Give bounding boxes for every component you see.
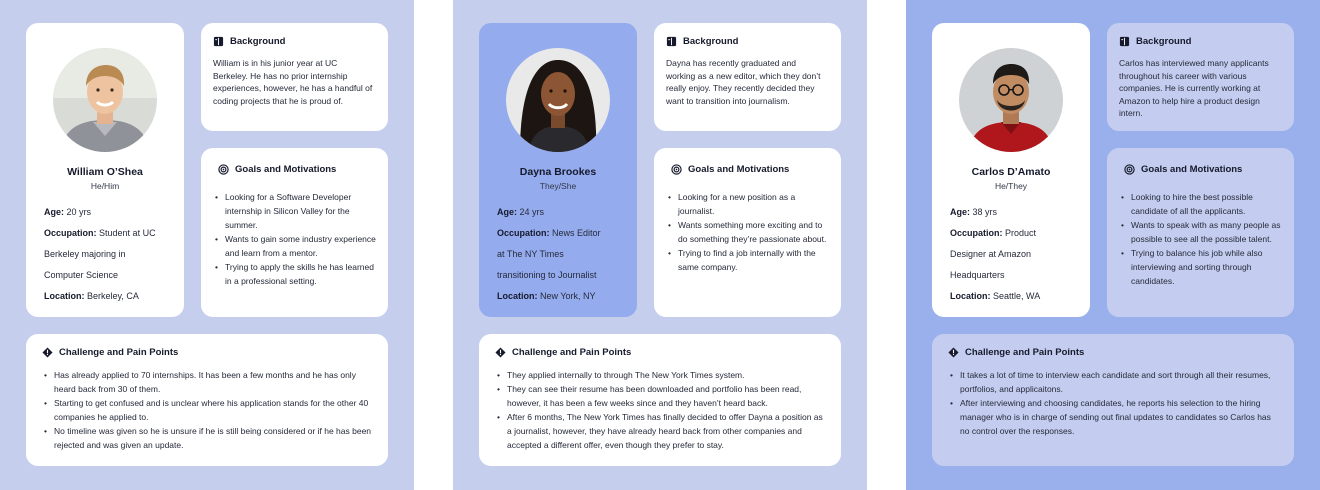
list-item: • Has already applied to 70 internships. It has been a few months and he has only heard back from 30 of them. (44, 368, 374, 396)
location-row (497, 286, 627, 307)
list-item: • After 6 months, The New York Times has finally decided to offer Dayna a position as a journalist, however, they have already heard back from other companies and accepted a different offer, even though they prefer to stay. (497, 410, 827, 452)
background-heading (666, 36, 738, 47)
target-icon (218, 164, 229, 175)
occupation-line: Student at UC (99, 228, 156, 238)
list-item: • Looking for a Software Developer internship in Silicon Valley for the summer. (215, 190, 376, 232)
list-item: • Trying to balance his job while also interviewing and sorting through candidates. (1121, 246, 1282, 288)
background-card (654, 23, 841, 131)
age-label: Age: (950, 207, 970, 217)
background-text: William is in his junior year at UC Berkeley. He has no prior internship experiences, however, he has a handful of coding projects that he is proud of. (213, 58, 373, 106)
persona-pronouns: He/Him (90, 181, 120, 191)
goals-heading (218, 164, 336, 175)
avatar (506, 48, 610, 152)
occupation-label: Occupation: (950, 228, 1003, 238)
list-item: • Starting to get confused and is unclear where his application stands for the other 40 companies he applied to. (44, 396, 374, 424)
occupation-line: Product (1005, 228, 1037, 238)
list-item: • They applied internally to through The New York Times system. (497, 368, 827, 382)
pain-heading (495, 347, 631, 358)
book-icon (213, 36, 224, 47)
persona-name: Dayna Brookes (519, 166, 597, 178)
background-text: Carlos has interviewed many applicants throughout his career with various companies. He is currently working at Amazon to help hire a product design intern. (1119, 58, 1269, 119)
pain-list (950, 368, 1280, 438)
location-row (44, 286, 174, 307)
list-item: • Looking for a new position as a journalist. (668, 190, 829, 218)
persona-details (950, 202, 1080, 307)
persona-panel-dayna (453, 0, 867, 490)
book-icon (1119, 36, 1130, 47)
age-value: 20 yrs (66, 207, 92, 217)
pain-title: Challenge and Pain Points (965, 347, 1085, 358)
goals-heading (1124, 164, 1242, 175)
pain-points-card (932, 334, 1294, 466)
pain-points-card (479, 334, 841, 466)
occupation-row (950, 223, 1080, 244)
avatar (959, 48, 1063, 152)
pain-list (44, 368, 374, 452)
age-row (950, 202, 1080, 223)
persona-name: Carlos D’Amato (971, 166, 1051, 178)
list-item: • They can see their resume has been downloaded and portfolio has been read, however, it has been a few weeks since and they haven’t heard back. (497, 382, 827, 410)
occupation-label: Occupation: (44, 228, 97, 238)
background-heading (213, 36, 285, 47)
occupation-row (497, 223, 627, 244)
persona-name: William O’Shea (67, 166, 143, 178)
goals-card (654, 148, 841, 317)
persona-details (44, 202, 174, 307)
location-value: New York, NY (540, 291, 596, 301)
occupation-label: Occupation: (497, 228, 550, 238)
target-icon (1124, 164, 1135, 175)
location-value: Seattle, WA (993, 291, 1041, 301)
occupation-row (44, 223, 174, 244)
pain-points-card (26, 334, 388, 466)
age-label: Age: (497, 207, 517, 217)
background-card (201, 23, 388, 131)
profile-card (479, 23, 637, 317)
goals-heading (671, 164, 789, 175)
list-item: • Trying to apply the skills he has learned in a professional setting. (215, 260, 376, 288)
goals-list (668, 190, 829, 274)
list-item: • No timeline was given so he is unsure if he is still being considered or if he has been rejected and was given an update. (44, 424, 374, 452)
avatar-photo-william (53, 48, 157, 152)
pain-title: Challenge and Pain Points (59, 347, 179, 358)
profile-card (932, 23, 1090, 317)
persona-details (497, 202, 627, 307)
warning-diamond-icon (42, 347, 53, 358)
occupation-line: transitioning to Journalist (497, 270, 597, 280)
warning-diamond-icon (948, 347, 959, 358)
background-title: Background (1136, 36, 1192, 47)
goals-title: Goals and Motivations (1141, 164, 1243, 175)
age-value: 24 yrs (519, 207, 545, 217)
list-item: • Wants something more exciting and to do something they’re passionate about. (668, 218, 829, 246)
target-icon (671, 164, 682, 175)
goals-list (1121, 190, 1282, 288)
background-title: Background (230, 36, 286, 47)
age-row (497, 202, 627, 223)
persona-panel-william (0, 0, 414, 490)
occupation-line: at The NY Times (497, 249, 564, 259)
location-label: Location: (950, 291, 991, 301)
warning-diamond-icon (495, 347, 506, 358)
persona-panel-carlos (906, 0, 1320, 490)
goals-card (201, 148, 388, 317)
background-title: Background (683, 36, 739, 47)
location-label: Location: (497, 291, 538, 301)
background-card (1107, 23, 1294, 131)
avatar-photo-dayna (506, 48, 610, 152)
background-text: Dayna has recently graduated and working as a new editor, which they don’t really enjoy. They recently decided they want to transition into journalism. (666, 58, 821, 106)
list-item: • Trying to find a job internally with the same company. (668, 246, 829, 274)
goals-title: Goals and Motivations (688, 164, 790, 175)
age-label: Age: (44, 207, 64, 217)
location-label: Location: (44, 291, 85, 301)
location-value: Berkeley, CA (87, 291, 139, 301)
goals-title: Goals and Motivations (235, 164, 337, 175)
occupation-line: Designer at Amazon (950, 249, 1032, 259)
occupation-line: News Editor (552, 228, 601, 238)
list-item: • After interviewing and choosing candidates, he reports his selection to the hiring manager who is in charge of sending out final updates to candidates so Carlos has no control over the responses. (950, 396, 1280, 438)
background-heading (1119, 36, 1191, 47)
pain-heading (42, 347, 178, 358)
age-value: 38 yrs (972, 207, 998, 217)
list-item: • Wants to speak with as many people as possible to see all the possible talent. (1121, 218, 1282, 246)
location-row (950, 286, 1080, 307)
pain-heading (948, 347, 1084, 358)
avatar-photo-carlos (959, 48, 1063, 152)
persona-pronouns: They/She (539, 181, 577, 191)
pain-title: Challenge and Pain Points (512, 347, 632, 358)
persona-pronouns: He/They (994, 181, 1028, 191)
occupation-line: Headquarters (950, 270, 1005, 280)
goals-card (1107, 148, 1294, 317)
occupation-line: Berkeley majoring in (44, 249, 126, 259)
book-icon (666, 36, 677, 47)
list-item: • It takes a lot of time to interview each candidate and sort through all their resumes, portfolios, and applicaitons. (950, 368, 1280, 396)
avatar (53, 48, 157, 152)
age-row (44, 202, 174, 223)
occupation-line: Computer Science (44, 270, 119, 280)
pain-list (497, 368, 827, 452)
goals-list (215, 190, 376, 288)
profile-card (26, 23, 184, 317)
list-item: • Looking to hire the best possible candidate of all the applicants. (1121, 190, 1282, 218)
list-item: • Wants to gain some industry experience and learn from a mentor. (215, 232, 376, 260)
